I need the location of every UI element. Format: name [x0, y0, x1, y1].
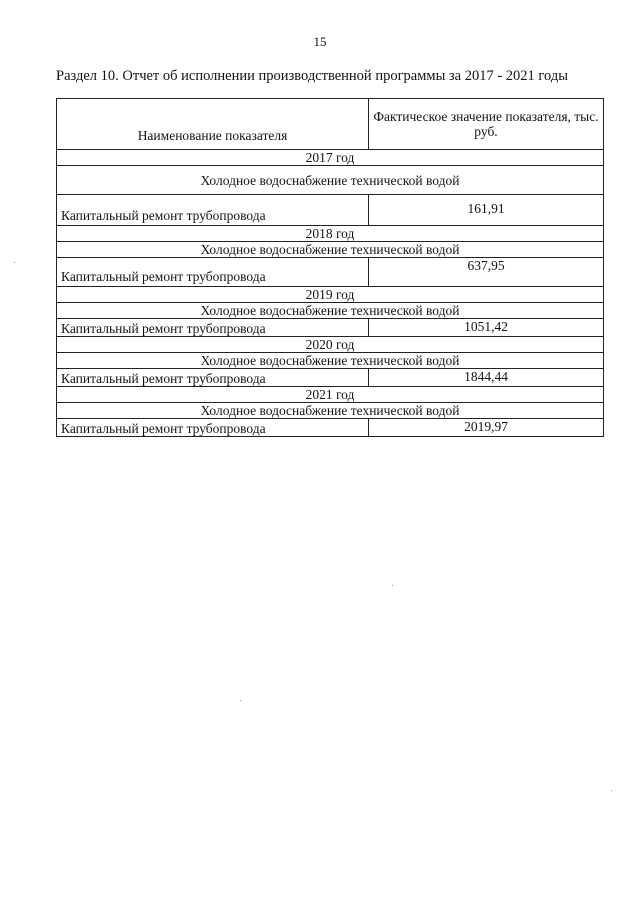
category-row	[57, 166, 604, 195]
year-cell-2017: 2017 год	[57, 150, 604, 166]
section-title: Раздел 10. Отчет об исполнении производственной программы за 2017 - 2021 годы	[56, 68, 568, 84]
category-cell-2020: Холодное водоснабжение технической водой	[57, 353, 604, 369]
item-name-2021: Капитальный ремонт трубопровода	[57, 419, 369, 437]
scan-speck	[392, 585, 393, 586]
item-value-2017: 161,91	[369, 195, 604, 226]
year-row	[57, 387, 604, 403]
item-value-2021: 2019,97	[369, 419, 604, 437]
item-name-2019: Капитальный ремонт трубопровода	[57, 319, 369, 337]
table-header-row	[57, 99, 604, 150]
year-cell-2021: 2021 год	[57, 387, 604, 403]
page-number: 15	[313, 34, 327, 49]
item-value-2020: 1844,44	[369, 369, 604, 387]
category-row	[57, 242, 604, 258]
table-row	[57, 195, 604, 226]
item-name-2017: Капитальный ремонт трубопровода	[57, 195, 369, 226]
table-row	[57, 319, 604, 337]
table-row	[57, 258, 604, 287]
table-row	[57, 419, 604, 437]
category-cell-2021: Холодное водоснабжение технической водой	[57, 403, 604, 419]
category-row	[57, 403, 604, 419]
year-row	[57, 287, 604, 303]
scan-speck	[14, 262, 15, 263]
item-value-2019: 1051,42	[369, 319, 604, 337]
header-name-column: Наименование показателя	[57, 99, 369, 150]
item-name-2018: Капитальный ремонт трубопровода	[57, 258, 369, 287]
table-row	[57, 369, 604, 387]
category-row	[57, 353, 604, 369]
item-name-2020: Капитальный ремонт трубопровода	[57, 369, 369, 387]
item-value-2018: 637,95	[369, 258, 604, 287]
header-value-column: Фактическое значение показателя, тыс. руб.	[369, 99, 604, 150]
year-cell-2019: 2019 год	[57, 287, 604, 303]
year-cell-2018: 2018 год	[57, 226, 604, 242]
scan-speck	[611, 790, 612, 791]
year-cell-2020: 2020 год	[57, 337, 604, 353]
report-table	[56, 98, 604, 437]
category-cell-2019: Холодное водоснабжение технической водой	[57, 303, 604, 319]
year-row	[57, 226, 604, 242]
category-cell-2018: Холодное водоснабжение технической водой	[57, 242, 604, 258]
category-row	[57, 303, 604, 319]
year-row	[57, 337, 604, 353]
year-row	[57, 150, 604, 166]
category-cell-2017: Холодное водоснабжение технической водой	[57, 166, 604, 195]
scan-speck	[240, 700, 241, 701]
